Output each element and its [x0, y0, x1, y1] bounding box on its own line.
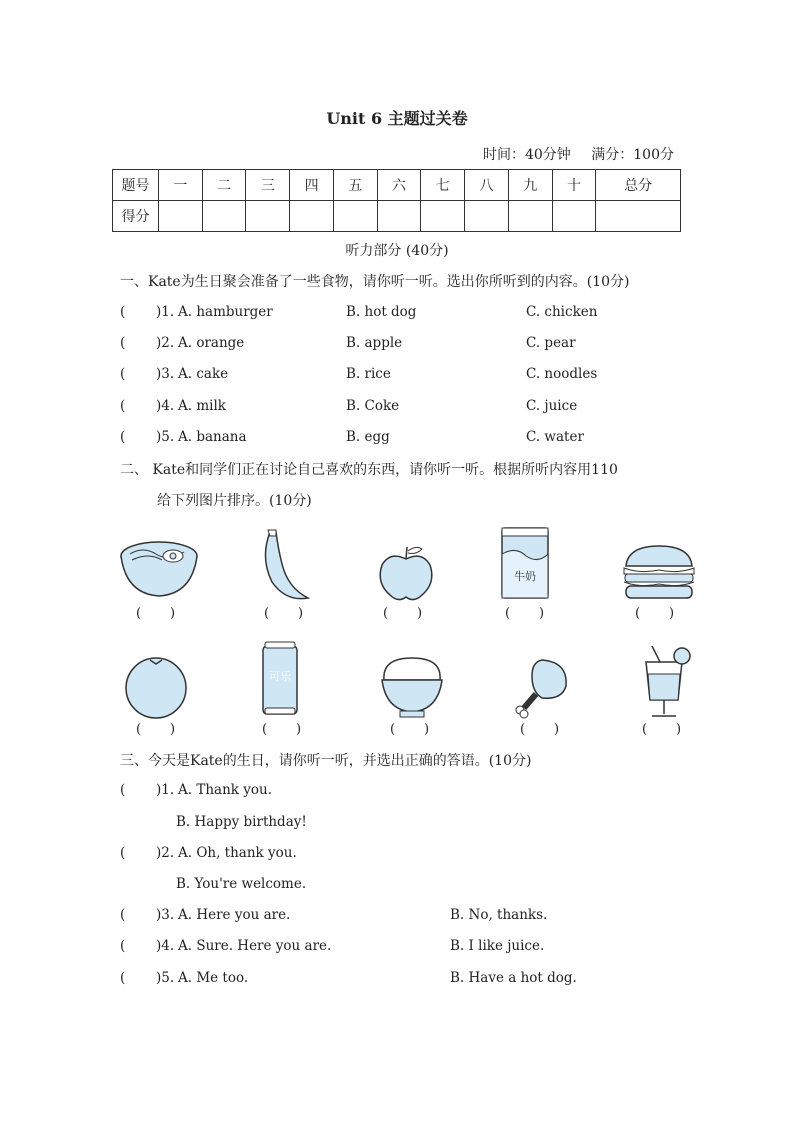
option-a: A. Me too.: [178, 970, 249, 986]
option-a: A. milk: [178, 398, 226, 414]
score-cell: 十: [552, 170, 596, 201]
option-b: B. apple: [346, 335, 403, 351]
score-cell: 总分: [596, 170, 681, 201]
coke-icon: [259, 640, 301, 718]
section3-question-2: [120, 845, 720, 865]
question-number: )2.: [156, 845, 175, 861]
score-cell: 四: [290, 170, 334, 201]
option-b: B. No, thanks.: [450, 907, 548, 923]
answer-blank[interactable]: (: [120, 429, 126, 445]
section1-heading: 一、Kate为生日聚会准备了一些食物，请你听一听。选出你所听到的内容。(10分): [120, 274, 630, 290]
option-a: A. Thank you.: [178, 782, 272, 798]
section1-question-5: [120, 429, 720, 449]
answer-blank[interactable]: ( ): [505, 606, 545, 621]
listening-label: 听力部分 (40分): [345, 243, 449, 259]
section3-question-5: [120, 970, 720, 990]
score-input-cell[interactable]: [596, 201, 681, 232]
option-c: C. chicken: [526, 304, 598, 320]
section1-question-2: [120, 335, 720, 355]
section1-question-3: [120, 366, 720, 386]
score-input-cell[interactable]: [508, 201, 552, 232]
answer-blank[interactable]: (: [120, 907, 126, 923]
answer-blank[interactable]: ( ): [635, 606, 675, 621]
section3-question-4: [120, 938, 720, 958]
question-number: )4.: [156, 938, 175, 954]
time-limit: 时间：40分钟: [482, 147, 571, 163]
section3-question-1-option-b: B. Happy birthday!: [176, 814, 307, 830]
score-input-cell[interactable]: [159, 201, 203, 232]
score-cell: 题号: [113, 170, 159, 201]
score-cell: 八: [465, 170, 509, 201]
question-number: )3.: [156, 366, 175, 382]
score-cell: 一: [159, 170, 203, 201]
question-number: )5.: [156, 970, 175, 986]
section3-heading: 三、今天是Kate的生日，请你听一听，并选出正确的答语。(10分): [120, 753, 532, 769]
score-table: [112, 169, 681, 232]
milk-label: 牛奶: [514, 570, 536, 583]
option-c: C. pear: [526, 335, 576, 351]
milk-icon: [496, 524, 554, 602]
exam-meta: [467, 144, 674, 164]
answer-blank[interactable]: (: [120, 970, 126, 986]
noodles-icon: [118, 538, 200, 600]
question-number: )5.: [156, 429, 175, 445]
section3-question-3: [120, 907, 720, 927]
score-input-cell[interactable]: [421, 201, 465, 232]
option-a: A. Sure. Here you are.: [178, 938, 332, 954]
option-a: A. cake: [178, 366, 229, 382]
score-input-cell[interactable]: [552, 201, 596, 232]
score-input-cell[interactable]: [290, 201, 334, 232]
answer-blank[interactable]: (: [120, 304, 126, 320]
answer-blank[interactable]: ( ): [383, 606, 423, 621]
answer-blank[interactable]: (: [120, 782, 126, 798]
section2-heading-line2: 给下列图片排序。(10分): [157, 493, 312, 509]
banana-icon: [258, 528, 314, 602]
answer-blank[interactable]: ( ): [136, 722, 176, 737]
answer-blank[interactable]: (: [120, 366, 126, 382]
score-cell: 三: [246, 170, 290, 201]
answer-blank[interactable]: (: [120, 938, 126, 954]
score-cell: 九: [508, 170, 552, 201]
score-cell: 五: [333, 170, 377, 201]
section3-question-1: [120, 782, 720, 802]
question-number: )2.: [156, 335, 175, 351]
answer-blank[interactable]: (: [120, 335, 126, 351]
full-score: 满分：100分: [591, 147, 674, 163]
section3-question-2-option-b: B. You're welcome.: [176, 876, 307, 892]
score-table-header-row: [113, 170, 681, 201]
option-a: A. orange: [178, 335, 245, 351]
answer-blank[interactable]: (: [120, 845, 126, 861]
page-title: Unit 6 主题过关卷: [326, 109, 468, 128]
score-input-cell[interactable]: [377, 201, 421, 232]
score-cell: 二: [202, 170, 246, 201]
option-b: B. I like juice.: [450, 938, 545, 954]
score-cell: 七: [421, 170, 465, 201]
hamburger-icon: [620, 544, 698, 602]
question-number: )3.: [156, 907, 175, 923]
option-c: C. noodles: [526, 366, 598, 382]
score-cell: 六: [377, 170, 421, 201]
option-b: B. Have a hot dog.: [450, 970, 577, 986]
answer-blank[interactable]: ( ): [520, 722, 560, 737]
chicken-leg-icon: [512, 656, 572, 720]
score-input-cell[interactable]: [246, 201, 290, 232]
score-input-cell[interactable]: [465, 201, 509, 232]
question-number: )4.: [156, 398, 175, 414]
apple-icon: [376, 543, 436, 603]
option-b: B. egg: [346, 429, 390, 445]
juice-icon: [640, 642, 692, 720]
option-b: B. hot dog: [346, 304, 417, 320]
question-number: )1.: [156, 782, 175, 798]
answer-blank[interactable]: ( ): [390, 722, 430, 737]
option-b: B. Coke: [346, 398, 400, 414]
option-a: A. banana: [178, 429, 247, 445]
answer-blank[interactable]: ( ): [136, 606, 176, 621]
answer-blank[interactable]: ( ): [262, 722, 302, 737]
answer-blank[interactable]: ( ): [642, 722, 682, 737]
answer-blank[interactable]: ( ): [264, 606, 304, 621]
option-a: A. hamburger: [178, 304, 273, 320]
rice-icon: [378, 654, 446, 720]
option-c: C. juice: [526, 398, 578, 414]
score-row-label: 得分: [113, 201, 159, 232]
answer-blank[interactable]: (: [120, 398, 126, 414]
section1-question-4: [120, 398, 720, 418]
question-number: )1.: [156, 304, 175, 320]
score-input-cell[interactable]: [202, 201, 246, 232]
coke-label: 可乐: [269, 670, 291, 683]
option-a: A. Oh, thank you.: [178, 845, 297, 861]
section2-heading-line1: 二、 Kate和同学们正在讨论自己喜欢的东西，请你听一听。根据所听内容用110: [120, 462, 618, 478]
option-a: A. Here you are.: [178, 907, 291, 923]
option-b: B. rice: [346, 366, 391, 382]
orange-icon: [122, 654, 190, 720]
score-table-score-row: [113, 201, 681, 232]
option-c: C. water: [526, 429, 584, 445]
score-input-cell[interactable]: [333, 201, 377, 232]
section1-question-1: [120, 304, 720, 324]
